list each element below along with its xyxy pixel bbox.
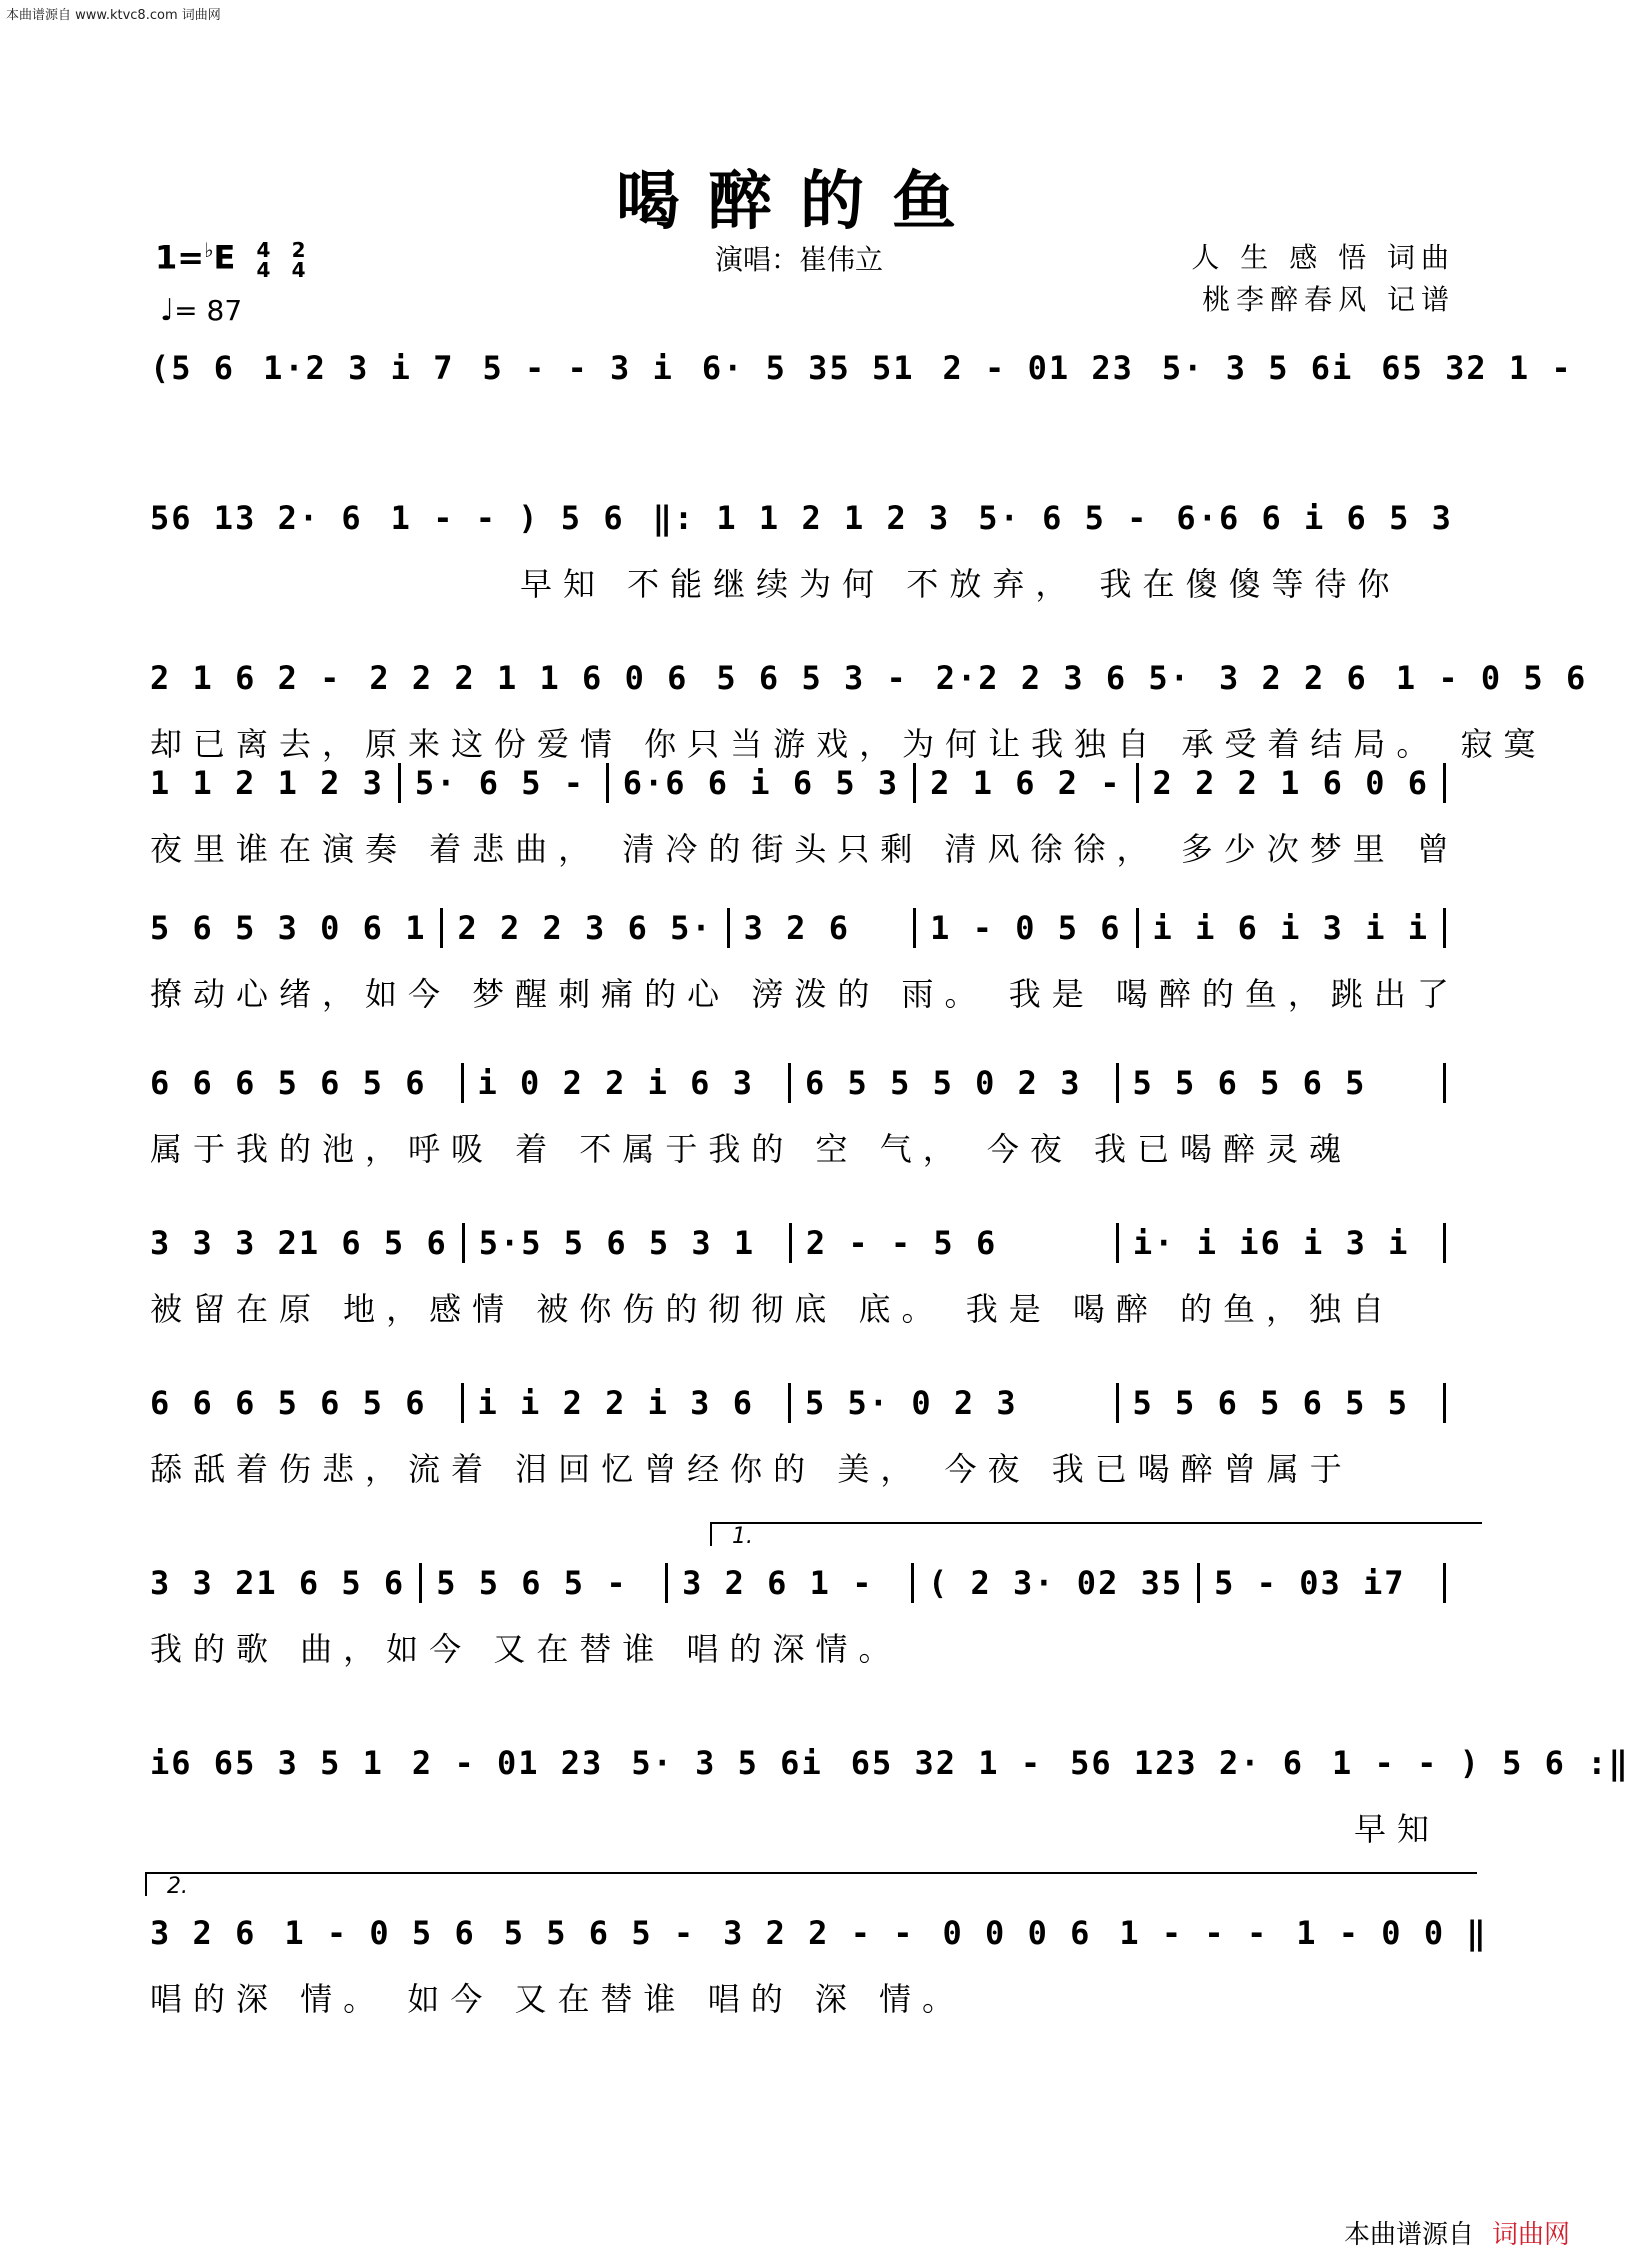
bar-line: [788, 1383, 791, 1423]
score-row: [150, 1060, 1460, 1168]
bar-line: [440, 908, 443, 948]
bar-line: [665, 1563, 668, 1603]
measure: 1 - 0 5 6: [284, 1914, 476, 1952]
bar-line: [1443, 1223, 1446, 1263]
measure: 6·6 6 i 6 5 3: [622, 764, 900, 802]
score-row: [150, 1524, 1460, 1668]
measure: 6·6 6 i 6 5 3: [1176, 499, 1453, 537]
bar-line: [1116, 1223, 1119, 1263]
notes-line: [150, 1220, 1460, 1266]
measure: 1 - - ) 5 6: [390, 499, 625, 537]
lyrics-line: 舔舐着伤悲，流着 泪回忆曾经你的 美， 今夜 我已喝醉曾属于: [150, 1450, 1353, 1488]
tempo-marking: [160, 293, 242, 328]
score-row: [150, 495, 1460, 603]
bar-line: [913, 763, 916, 803]
score-row: [150, 655, 1588, 763]
measure: 6· 5 35 51: [701, 349, 915, 387]
singer-credit: 演唱：崔伟立: [715, 243, 884, 276]
notes-line: [150, 655, 1588, 701]
measure: 1 - - -: [1119, 1914, 1269, 1952]
bar-line: [1443, 1063, 1446, 1103]
score-row: [150, 1740, 1630, 1848]
lyrics-music-credit: 人 生 感 悟 词曲: [1191, 241, 1455, 274]
lyrics-line: 属于我的池，呼吸 着 不属于我的 空 气， 今夜 我已喝醉灵魂: [150, 1130, 1353, 1168]
score-row: [150, 1874, 1488, 2018]
bar-line: [419, 1563, 422, 1603]
quarter-note-icon: ♩: [160, 293, 175, 328]
footer-watermark: [1344, 2214, 1570, 2251]
measure: 1 - 0 5 6: [1395, 659, 1588, 697]
measure: 2 - - 5 6: [805, 1224, 998, 1262]
bar-line: [398, 763, 401, 803]
measure: 1·2 3 i 7: [263, 349, 455, 387]
bar-line: [461, 1063, 464, 1103]
measure: 5 5 6 5 -: [436, 1564, 628, 1602]
measure: ‖: 1 1 2 1 2 3: [652, 499, 951, 537]
measure: 5·5 5 6 5 3 1: [478, 1224, 756, 1262]
bar-line: [1116, 1063, 1119, 1103]
measure: 3 2 6: [150, 1914, 257, 1952]
notes-line: [150, 1910, 1488, 1956]
measure: 1 - - ) 5 6 :‖: [1332, 1744, 1630, 1782]
measure: 2 - 01 23: [411, 1744, 604, 1782]
measure: 2 2 2 1 6 0 6: [1152, 764, 1429, 802]
lyrics-line: [150, 409, 1460, 449]
measure: 56 123 2· 6: [1070, 1744, 1305, 1782]
measure: i6 65 3 5 1: [150, 1744, 384, 1782]
bar-line: [1136, 763, 1139, 803]
measure: 5 6 5 3 0 6 1: [150, 909, 427, 947]
measure: i· i i6 i 3 i: [1132, 1224, 1410, 1262]
transcriber-credit: 桃李醉春风 记谱: [1202, 283, 1455, 316]
measure: 2 2 2 3 6 5·: [457, 909, 713, 947]
notes-line: [150, 345, 1573, 391]
measure: 2·2 2 3 6 5·: [935, 659, 1191, 697]
bar-line: [1136, 908, 1139, 948]
lyrics-line: 夜里谁在演奏 着悲曲， 清冷的街头只剩 清风徐徐， 多少次梦里 曾: [150, 830, 1460, 868]
bar-line: [1116, 1383, 1119, 1423]
lyrics-line: 撩动心绪，如今 梦醒刺痛的心 滂泼的 雨。 我是 喝醉的鱼，跳出了: [150, 975, 1460, 1013]
notes-line: [150, 760, 1460, 806]
notes-line: [150, 495, 1460, 541]
notes-line: [150, 1560, 1460, 1606]
key-signature: [155, 238, 306, 280]
footer-source: 本曲谱源自: [1343, 2220, 1474, 2250]
measure: 2 1 6 2 -: [930, 764, 1122, 802]
notes-line: [150, 1380, 1460, 1426]
measure: 3 2 2 - -: [723, 1914, 915, 1952]
score-row: [150, 345, 1573, 449]
tempo-value: = 87: [174, 294, 243, 327]
measure: 6 6 6 5 6 5 6: [150, 1064, 427, 1102]
measure: 3 3 21 6 5 6: [150, 1564, 406, 1602]
measure: 5 5· 0 2 3: [805, 1384, 1018, 1422]
measure: 5· 3 5 6i: [631, 1744, 823, 1782]
measure: 5 - - 3 i: [482, 349, 674, 387]
measure: 3 2 6 1 -: [682, 1564, 874, 1602]
bar-line: [1443, 1383, 1446, 1423]
score-row: [150, 1380, 1460, 1488]
bar-line: [1443, 908, 1446, 948]
score-row: [150, 1220, 1460, 1328]
measure: 65 32 1 -: [1381, 349, 1573, 387]
measure: 5 6 5 3 -: [716, 659, 908, 697]
measure: 2 2 2 1 1 6 0 6: [369, 659, 689, 697]
notes-line: [150, 1060, 1460, 1106]
lyrics-line: 早知 不能继续为何 不放弃， 我在傻傻等待你: [520, 565, 1401, 603]
bar-line: [788, 1063, 791, 1103]
measure: 0 0 0 6: [942, 1914, 1092, 1952]
bar-line: [913, 908, 916, 948]
key-note: E: [213, 238, 236, 277]
lyrics-line: 我的歌 曲，如今 又在替谁 唱的深情。: [150, 1630, 902, 1668]
bar-line: [1197, 1563, 1200, 1603]
measure: 3 2 2 6: [1218, 659, 1368, 697]
notes-line: [150, 905, 1460, 951]
lyrics-line: 被留在原 地，感情 被你伤的彻彻底 底。 我是 喝醉 的鱼，独自: [150, 1290, 1396, 1328]
key-label: 1=: [155, 238, 205, 277]
measure: 5 5 6 5 -: [503, 1914, 696, 1952]
song-title: 喝醉的鱼: [616, 164, 984, 239]
volta-bracket: 1.: [710, 1522, 1482, 1546]
bar-line: [789, 1223, 792, 1263]
measure: i i 2 2 i 3 6: [477, 1384, 754, 1422]
time-signature-1: 4 4: [256, 237, 271, 282]
measure: i 0 2 2 i 6 3: [477, 1064, 754, 1102]
measure: 56 13 2· 6: [150, 499, 363, 537]
measure: 3 3 3 21 6 5 6: [150, 1224, 448, 1262]
measure: 65 32 1 -: [850, 1744, 1043, 1782]
measure: 3 2 6: [743, 909, 850, 947]
measure: 5· 6 5 -: [414, 764, 586, 802]
measure: 6 5 5 5 0 2 3: [805, 1064, 1082, 1102]
measure: 1 - 0 0 ‖: [1296, 1914, 1488, 1952]
measure: i i 6 i 3 i i: [1152, 909, 1429, 947]
notes-line: [150, 1740, 1630, 1786]
score-row: [150, 760, 1460, 868]
footer-site: 词曲网: [1491, 2220, 1570, 2250]
measure: 2 - 01 23: [942, 349, 1134, 387]
bar-line: [911, 1563, 914, 1603]
lyrics-line: 唱的深 情。 如今 又在替谁 唱的 深 情。: [150, 1980, 966, 2018]
measure: 5· 6 5 -: [978, 499, 1149, 537]
bar-line: [727, 908, 730, 948]
measure: 1 - 0 5 6: [930, 909, 1122, 947]
measure: 2 1 6 2 -: [150, 659, 342, 697]
bar-line: [1443, 1563, 1446, 1603]
bar-line: [606, 763, 609, 803]
measure: 5 - 03 i7: [1214, 1564, 1406, 1602]
measure: (5 6: [150, 349, 236, 387]
measure: 5 5 6 5 6 5 5: [1132, 1384, 1409, 1422]
top-watermark: 本曲谱源自 www.ktvc8.com 词曲网: [6, 8, 221, 23]
score-row: [150, 905, 1460, 1013]
bar-line: [462, 1223, 465, 1263]
bar-line: [461, 1383, 464, 1423]
measure: ( 2 3· 02 35: [927, 1564, 1184, 1602]
measure: 1 1 2 1 2 3: [150, 764, 384, 802]
measure: 6 6 6 5 6 5 6: [150, 1384, 427, 1422]
measure: 5· 3 5 6i: [1161, 349, 1354, 387]
measure: 5 5 6 5 6 5: [1132, 1064, 1367, 1102]
lyrics-line: 早知: [1353, 1810, 1440, 1848]
time-signature-2: 2 4: [291, 237, 306, 282]
flat-sign: ♭: [204, 238, 214, 262]
volta-bracket: 2.: [145, 1872, 1477, 1896]
lyrics-line: 却已离去，原来这份爱情 你只当游戏，为何让我独自 承受着结局。 寂寞: [150, 725, 1547, 763]
bar-line: [1443, 763, 1446, 803]
